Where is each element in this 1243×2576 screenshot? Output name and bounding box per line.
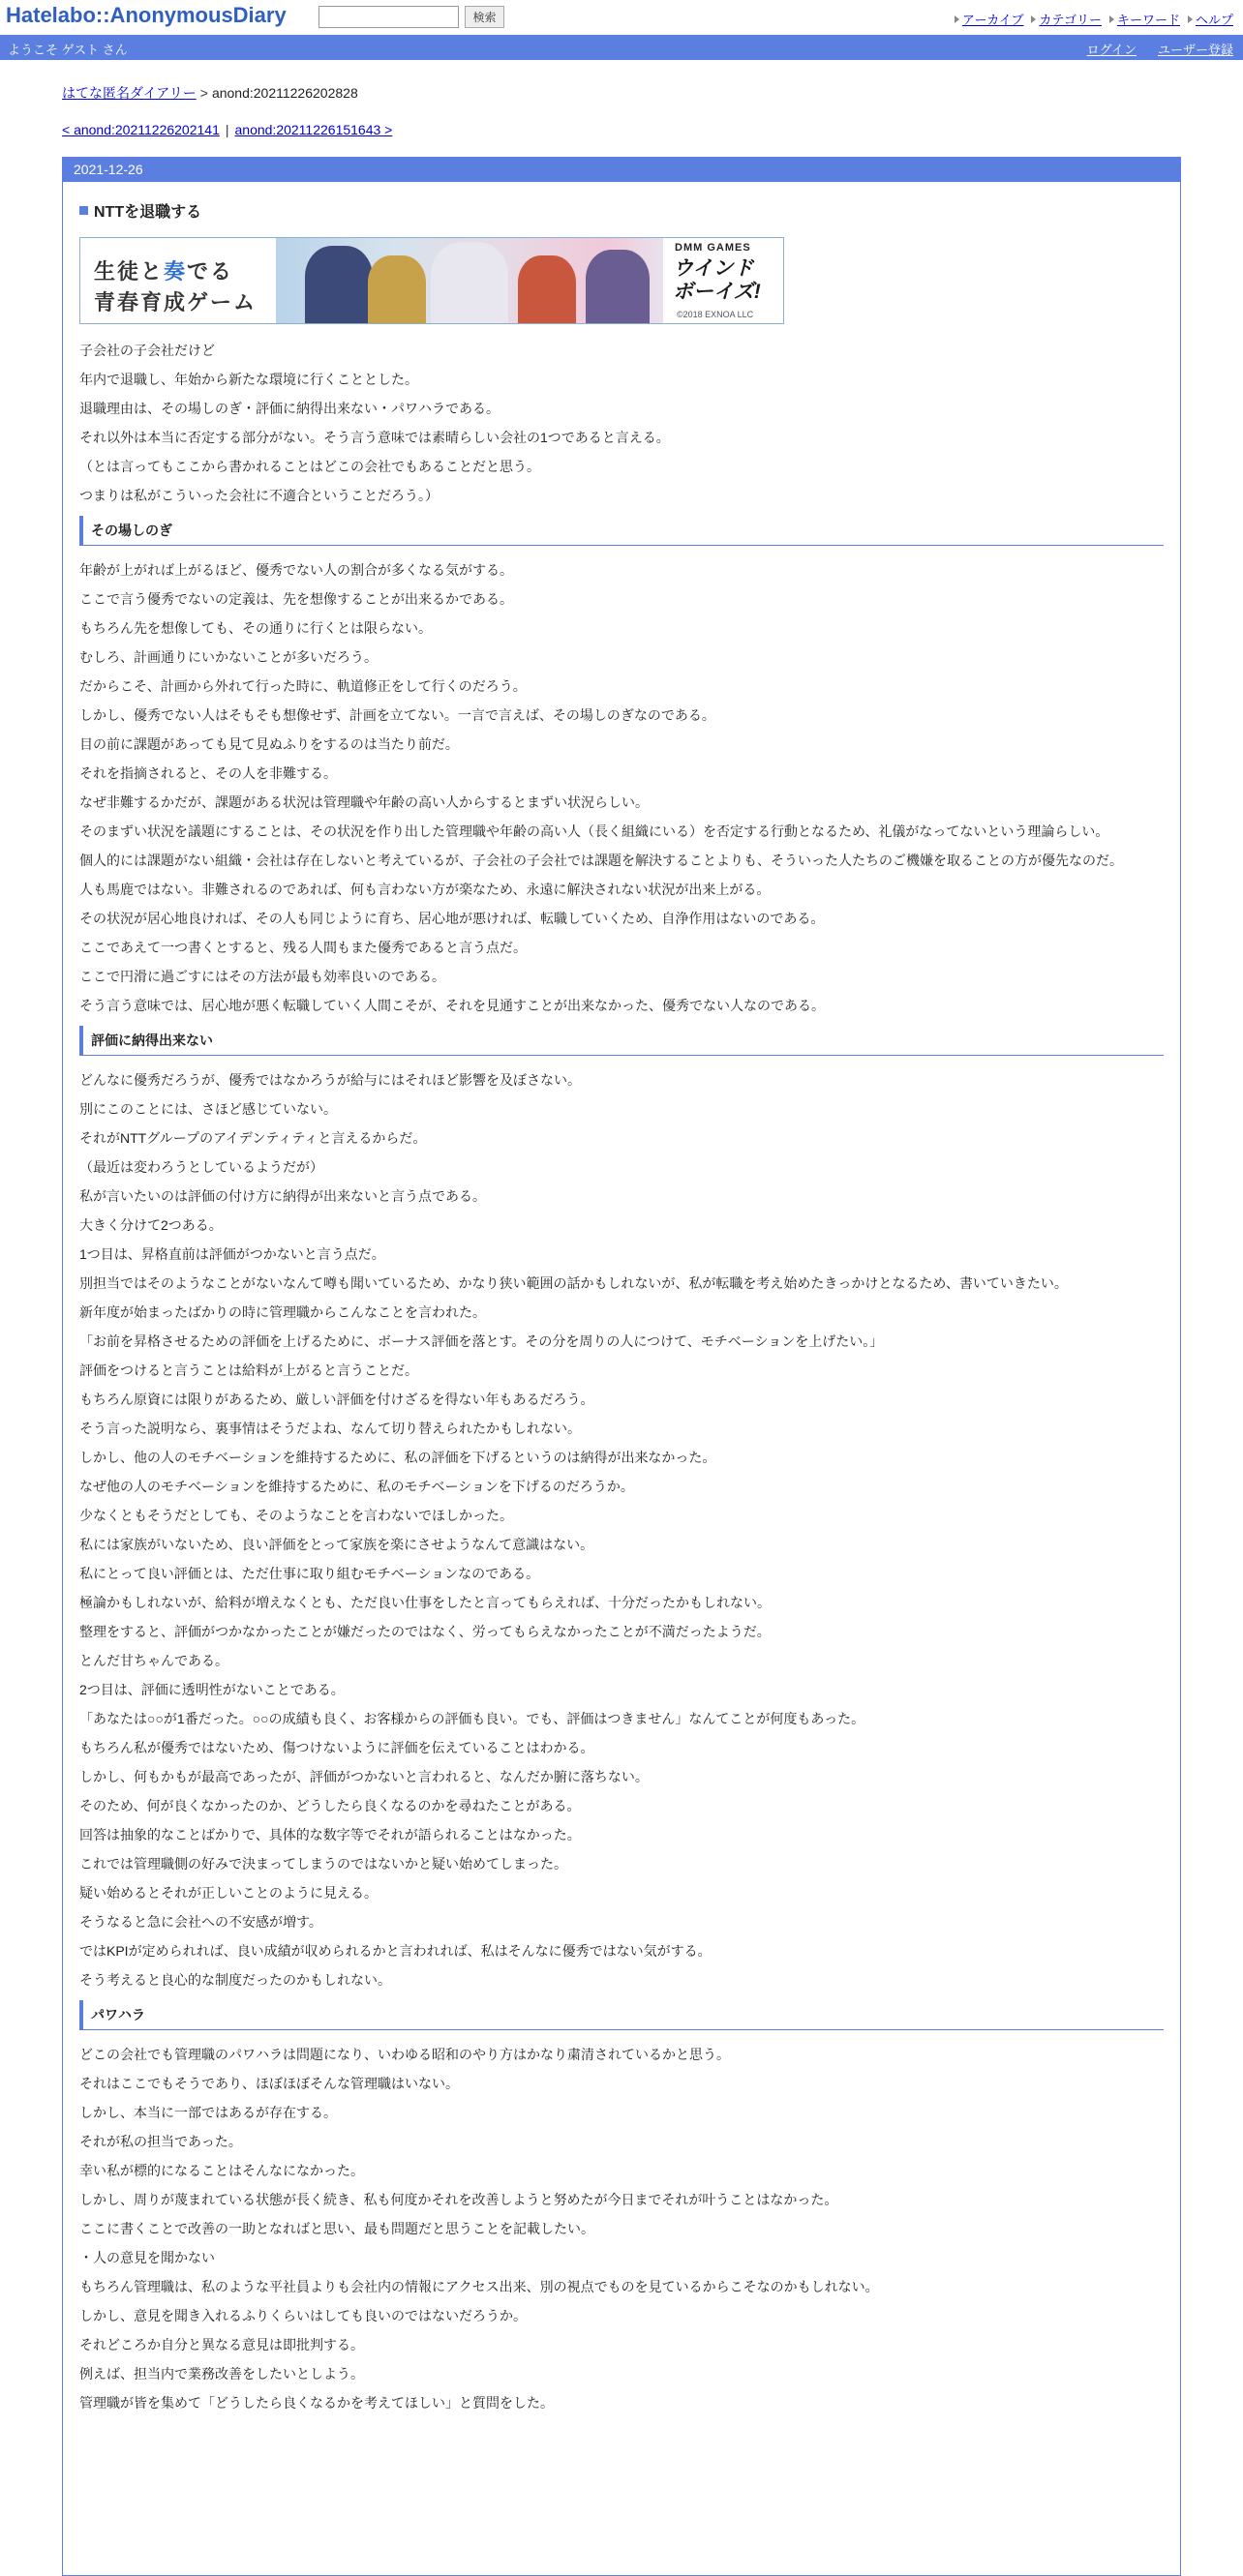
breadcrumb (62, 83, 358, 103)
paragraph: むしろ、計画通りにいかないことが多いだろう。 (79, 649, 378, 665)
top-nav (955, 10, 1233, 28)
paragraph: そのまずい状況を議題にすることは、その状況を作り出した管理職や年齢の高い人（長く組織にいる）を否定する行動となるため、礼儀がなってないという理論らしい。 (79, 824, 1109, 839)
paragraph: そう考えると良心的な制度だったのかもしれない。 (79, 1972, 391, 1988)
register-link[interactable]: ユーザー登録 (1157, 43, 1233, 57)
paragraph: しかし、周りが蔑まれている状態が長く続き、私も何度かそれを改善しようと努めたが今日までそれが叶うことはなかった。 (79, 2192, 838, 2207)
paragraph: どんなに優秀だろうが、優秀ではなかろうが給与にはそれほど影響を及ぼさない。 (79, 1072, 581, 1088)
paragraph: 目の前に課題があっても見て見ぬふりをするのは当たり前だ。 (79, 736, 459, 752)
paragraph: 別担当ではそのようなことがないなんて噂も聞いているため、かなり狭い範囲の話かもしれないが、私が転職を考え始めたきっかけとなるため、書いていきたい。 (79, 1275, 1068, 1291)
paragraph: つまりは私がこういった会社に不適合ということだろう。） (79, 488, 439, 503)
paragraph: だからこそ、計画から外れて行った時に、軌道修正をして行くのだろう。 (79, 678, 527, 694)
paragraph: しかし、優秀でない人はそもそも想像せず、計画を立てない。一言で言えば、その場しのぎなのである。 (79, 707, 715, 723)
paragraph: （最近は変わろうとしているようだが） (79, 1159, 323, 1175)
paragraph: ではKPIが定められれば、良い成績が収められるかと言われれば、私はそんなに優秀ではない気がする。 (79, 1943, 712, 1959)
entry-sections (79, 516, 1164, 2417)
ad-tagline-1 (94, 255, 233, 285)
ad-game-logo-line2: ボーイズ! (673, 281, 761, 303)
paragraph: 管理職が皆を集めて「どうしたら良くなるかを考えてほしい」と質問をした。 (79, 2395, 554, 2411)
paragraph: しかし、他の人のモチベーションを維持するために、私の評価を下げるというのは納得が出来なかった。 (79, 1450, 716, 1465)
paragraph: 「お前を昇格させるための評価を上げるために、ボーナス評価を落とす。その分を周りの人につけて、モチベーションを上げたい。」 (79, 1333, 884, 1349)
triangle-bullet-icon (955, 15, 959, 23)
ad-tagline-accent: 奏 (164, 259, 188, 284)
square-bullet-icon[interactable] (79, 206, 88, 215)
paragraph: そう言う意味では、居心地が悪く転職していく人間こそが、それを見通すことが出来なかった、優秀でない人なのである。 (79, 998, 825, 1013)
paragraph: 1つ目は、昇格直前は評価がつかないと言う点だ。 (79, 1246, 385, 1262)
paragraph: 「あなたは○○が1番だった。○○の成績も良く、お客様からの評価も良い。でも、評価はつきません」なんてことが何度もあった。 (79, 1711, 865, 1726)
ad-artwork-image (276, 238, 665, 323)
day-section (62, 157, 1181, 2576)
entry-title (79, 199, 1164, 222)
day-date: 2021-12-26 (63, 157, 1180, 182)
ad-tagline-1a: 生徒と (94, 259, 165, 284)
paragraph: そうなると急に会社への不安感が増す。 (79, 1914, 322, 1930)
nav-link-keyword[interactable]: キーワード (1116, 13, 1180, 27)
section-heading: その場しのぎ (79, 516, 1164, 546)
welcome-bar (0, 35, 1243, 60)
paragraph: 極論かもしれないが、給料が増えなくとも、ただ良い仕事をしたと言ってもらえれば、十分だったかもしれない。 (79, 1595, 771, 1610)
entry-title-text: NTTを退職する (94, 204, 202, 221)
section-heading: パワハラ (79, 2000, 1164, 2030)
paragraph: それがNTTグループのアイデンティティと言えるからだ。 (79, 1130, 427, 1146)
ad-brand-logo: DMM GAMES (675, 242, 751, 254)
ad-logo-panel (663, 238, 783, 323)
paragraph: 年齢が上がれば上がるほど、優秀でない人の割合が多くなる気がする。 (79, 562, 513, 578)
ad-game-logo (673, 257, 761, 304)
breadcrumb-separator: > (199, 85, 208, 101)
paragraph: しかし、本当に一部ではあるが存在する。 (79, 2105, 337, 2120)
ad-character-figure (518, 255, 576, 323)
ad-game-logo-line1: ウインド (673, 257, 754, 280)
prev-entry-link[interactable]: < anond:20211226202141 (62, 122, 220, 137)
paragraph: 子会社の子会社だけど (79, 343, 215, 358)
ad-copyright: ©2018 EXNOA LLC (677, 310, 754, 319)
paragraph: もちろん管理職は、私のような平社員よりも会社内の情報にアクセス出来、別の視点でものを見ているからこそなのかもしれない。 (79, 2279, 879, 2294)
paragraph: 例えば、担当内で業務改善をしたいとしよう。 (79, 2366, 364, 2381)
nav-link-archive[interactable]: アーカイブ (961, 13, 1024, 27)
paragraph: 年内で退職し、年始から新たな環境に行くこととした。 (79, 372, 418, 387)
paragraph: もちろん私が優秀ではないため、傷つけないように評価を伝えていることはわかる。 (79, 1740, 594, 1755)
ad-character-figure (305, 246, 373, 323)
breadcrumb-current: anond:20211226202828 (211, 85, 358, 101)
search-input[interactable] (318, 6, 459, 28)
entry-body (63, 199, 1180, 2417)
paragraph: そう言った説明なら、裏事情はそうだよね、なんて切り替えられたかもしれない。 (79, 1421, 581, 1436)
breadcrumb-home-link[interactable]: はてな匿名ダイアリー (62, 85, 197, 101)
triangle-bullet-icon (1031, 15, 1036, 23)
paragraph: とんだ甘ちゃんである。 (79, 1653, 228, 1668)
paragraph: その状況が居心地良ければ、その人も同じように育ち、居心地が悪ければ、転職していくため、自浄作用はないのである。 (79, 911, 825, 926)
ad-character-figure (431, 242, 508, 323)
paragraph: これでは管理職側の好みで決まってしまうのではないかと疑い始めてしまった。 (79, 1856, 567, 1872)
paragraph: しかし、何もかもが最高であったが、評価がつかないと言われると、なんだか腑に落ちない。 (79, 1769, 649, 1784)
ad-copy-panel (80, 238, 276, 323)
paragraph: 別にこのことには、さほど感じていない。 (79, 1101, 337, 1117)
paragraph: もちろん原資には限りがあるため、厳しい評価を付けざるを得ない年もあるだろう。 (79, 1392, 594, 1407)
paragraph: 退職理由は、その場しのぎ・評価に納得出来ない・パワハラである。 (79, 401, 500, 416)
welcome-text: ようこそ ゲスト さん (8, 43, 128, 57)
paragraph: なぜ非難するかだが、課題がある状況は管理職や年齢の高い人からするとまずい状況らしい。 (79, 794, 649, 810)
ad-banner[interactable] (79, 237, 784, 324)
paragraph: 私にとって良い評価とは、ただ仕事に取り組むモチベーションなのである。 (79, 1566, 540, 1581)
search-button[interactable]: 検索 (465, 6, 504, 28)
nav-item-keyword[interactable] (1109, 10, 1180, 28)
pager-separator: | (225, 122, 229, 137)
triangle-bullet-icon (1188, 15, 1193, 23)
entry-pager (62, 122, 392, 137)
paragraph: 少なくともそうだとしても、そのようなことを言わないでほしかった。 (79, 1508, 513, 1523)
paragraph: 2つ目は、評価に透明性がないことである。 (79, 1682, 345, 1697)
paragraph: ・人の意見を聞かない (79, 2250, 215, 2265)
paragraph: 評価をつけると言うことは給料が上がると言うことだ。 (79, 1363, 418, 1378)
paragraph: ここで言う優秀でないの定義は、先を想像することが出来るかである。 (79, 591, 513, 607)
next-entry-link[interactable]: anond:20211226151643 > (234, 122, 393, 137)
paragraph: それはここでもそうであり、ほぼほぼそんな管理職はいない。 (79, 2076, 459, 2091)
nav-item-help[interactable] (1188, 10, 1233, 28)
paragraph: しかし、意見を聞き入れるふりくらいはしても良いのではないだろうか。 (79, 2308, 527, 2323)
ad-tagline-2: 青春育成ゲーム (94, 290, 258, 315)
paragraph: 回答は抽象的なことばかりで、具体的な数字等でそれが語られることはなかった。 (79, 1827, 581, 1842)
paragraph: そのため、何が良くなかったのか、どうしたら良くなるのかを尋ねたことがある。 (79, 1798, 581, 1813)
paragraph: 人も馬鹿ではない。非難されるのであれば、何も言わない方が楽なため、永遠に解決されない状況が出来上がる。 (79, 882, 771, 897)
account-links (1087, 40, 1233, 58)
paragraph: どこの会社でも管理職のパワハラは問題になり、いわゆる昭和のやり方はかなり粛清されているかと思う。 (79, 2047, 730, 2062)
paragraph: 大きく分けて2つある。 (79, 1217, 223, 1233)
nav-item-archive[interactable] (955, 10, 1024, 28)
nav-link-help[interactable]: ヘルプ (1195, 13, 1233, 27)
paragraph: もちろん先を想像しても、その通りに行くとは限らない。 (79, 620, 432, 636)
site-header (0, 0, 1243, 35)
paragraph: それが私の担当であった。 (79, 2134, 242, 2149)
paragraph: それどころか自分と異なる意見は即批判する。 (79, 2337, 364, 2352)
section-heading: 評価に納得出来ない (79, 1026, 1164, 1056)
ad-character-figure (586, 250, 650, 323)
nav-link-category[interactable]: カテゴリー (1039, 13, 1102, 27)
paragraph: なぜ他の人のモチベーションを維持するために、私のモチベーションを下げるのだろうか。 (79, 1479, 634, 1494)
paragraph: 疑い始めるとそれが正しいことのように見える。 (79, 1885, 378, 1901)
paragraph: 私が言いたいのは評価の付け方に納得が出来ないと言う点である。 (79, 1188, 486, 1204)
paragraph: ここであえて一つ書くとすると、残る人間もまた優秀であると言う点だ。 (79, 940, 527, 955)
triangle-bullet-icon (1109, 15, 1114, 23)
paragraph: ここに書くことで改善の一助となればと思い、最も問題だと思うことを記載したい。 (79, 2221, 594, 2236)
intro-paragraphs (79, 336, 1164, 510)
paragraph: 新年度が始まったばかりの時に管理職からこんなことを言われた。 (79, 1304, 486, 1320)
ad-instrument-figure (368, 255, 426, 323)
nav-item-category[interactable] (1031, 10, 1101, 28)
paragraph: 幸い私が標的になることはそんなになかった。 (79, 2163, 364, 2178)
login-link[interactable]: ログイン (1086, 43, 1137, 57)
paragraph: （とは言ってもここから書かれることはどこの会社でもあることだと思う。 (79, 459, 540, 474)
paragraph: 個人的には課題がない組織・会社は存在しないと考えているが、子会社の子会社では課題を解決することよりも、そういった人たちのご機嫌を取ることの方が優先なのだ。 (79, 853, 1123, 868)
paragraph: 私には家族がいないため、良い評価をとって家族を楽にさせようなんて意識はない。 (79, 1537, 594, 1552)
paragraph: ここで円滑に過ごすにはその方法が最も効率良いのである。 (79, 969, 445, 984)
paragraph: それを指摘されると、その人を非難する。 (79, 765, 337, 781)
paragraph: それ以外は本当に否定する部分がない。そう言う意味では素晴らしい会社の1つであると言える。 (79, 430, 670, 445)
ad-tagline-1b: でる (187, 259, 234, 284)
paragraph: 整理をすると、評価がつかなかったことが嫌だったのではなく、労ってもらえなかったことが不満だったようだ。 (79, 1624, 771, 1639)
site-logo[interactable]: Hatelabo::AnonymousDiary (6, 3, 287, 27)
